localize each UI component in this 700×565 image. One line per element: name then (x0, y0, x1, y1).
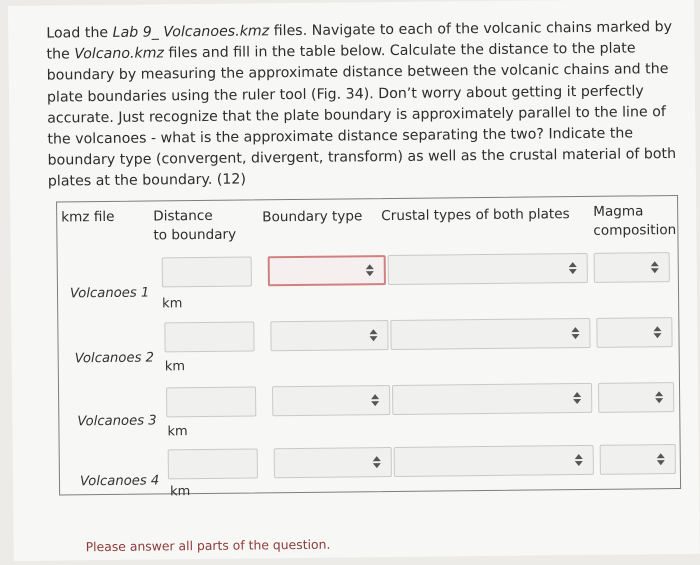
select-arrows-icon (366, 264, 374, 276)
header-magma (593, 202, 676, 241)
unit-label: km (167, 424, 188, 440)
unit-label: km (164, 359, 186, 375)
magma-composition-select[interactable] (594, 252, 670, 283)
unit-label: km (162, 296, 183, 312)
header-distance-line1: Distance (153, 207, 213, 225)
crustal-types-select[interactable] (390, 318, 590, 350)
boundary-type-select[interactable] (268, 255, 386, 286)
select-arrows-icon (575, 454, 583, 466)
boundary-type-select[interactable] (274, 447, 392, 478)
row-label: Volcanoes 4 (79, 473, 160, 490)
row-label: Volcanoes 2 (74, 350, 155, 367)
distance-input[interactable] (162, 256, 252, 287)
select-arrows-icon (371, 394, 379, 406)
magma-composition-select[interactable] (598, 382, 674, 413)
question-page (8, 0, 700, 561)
header-magma-line2: composition (593, 222, 677, 239)
header-distance-line2: to boundary (153, 226, 237, 244)
header-distance (153, 207, 236, 246)
distance-input[interactable] (164, 321, 254, 352)
distance-input[interactable] (166, 386, 256, 417)
distance-input[interactable] (168, 448, 258, 479)
select-arrows-icon (373, 456, 381, 468)
boundary-type-select[interactable] (272, 385, 390, 416)
header-magma-line1: Magma (593, 203, 644, 220)
instructions-filename: Lab 9_ Volcanoes.kmz (112, 23, 270, 41)
unit-label: km (170, 484, 191, 500)
header-kmz-file: kmz file (61, 208, 115, 226)
instructions-filename: Volcano.kmz (74, 45, 165, 63)
select-arrows-icon (569, 262, 577, 274)
select-arrows-icon (651, 261, 659, 273)
magma-composition-select[interactable] (596, 317, 672, 348)
instructions-part: Load the (46, 24, 113, 42)
select-arrows-icon (653, 326, 661, 338)
instructions-part: files. Navigate to each of the volcanic chains marked by the (46, 19, 673, 63)
answer-all-notice: Please answer all parts of the question. (85, 536, 331, 555)
select-arrows-icon (655, 391, 663, 403)
select-arrows-icon (573, 392, 581, 404)
crustal-types-select[interactable] (388, 253, 588, 285)
instructions-text (46, 17, 688, 193)
answer-table (56, 195, 681, 500)
instructions-part: files and fill in the table below. Calculate the distance to the plate boundary by measuring the approximate distance between the volcanic chains and the plate boundaries using the ruler tool (Fig. 34). Don’t worry about getting it perfectly accurate. Just recognize that the plate boundary is approximately parallel to the line of the volcanoes - what is the approximate distance separating the two? Indicate the boundary type (convergent, divergent, transform) as well as the crustal material of both plates at the boundary. (12) (46, 40, 677, 191)
select-arrows-icon (571, 327, 579, 339)
row-label: Volcanoes 3 (77, 413, 157, 430)
header-boundary-type: Boundary type (262, 208, 363, 226)
select-arrows-icon (657, 453, 665, 465)
crustal-types-select[interactable] (394, 445, 594, 477)
boundary-type-select[interactable] (270, 320, 388, 351)
magma-composition-select[interactable] (600, 444, 676, 475)
crustal-types-select[interactable] (392, 383, 592, 415)
select-arrows-icon (369, 329, 377, 341)
header-crustal-types: Crustal types of both plates (381, 206, 570, 225)
row-label: Volcanoes 1 (69, 285, 150, 302)
